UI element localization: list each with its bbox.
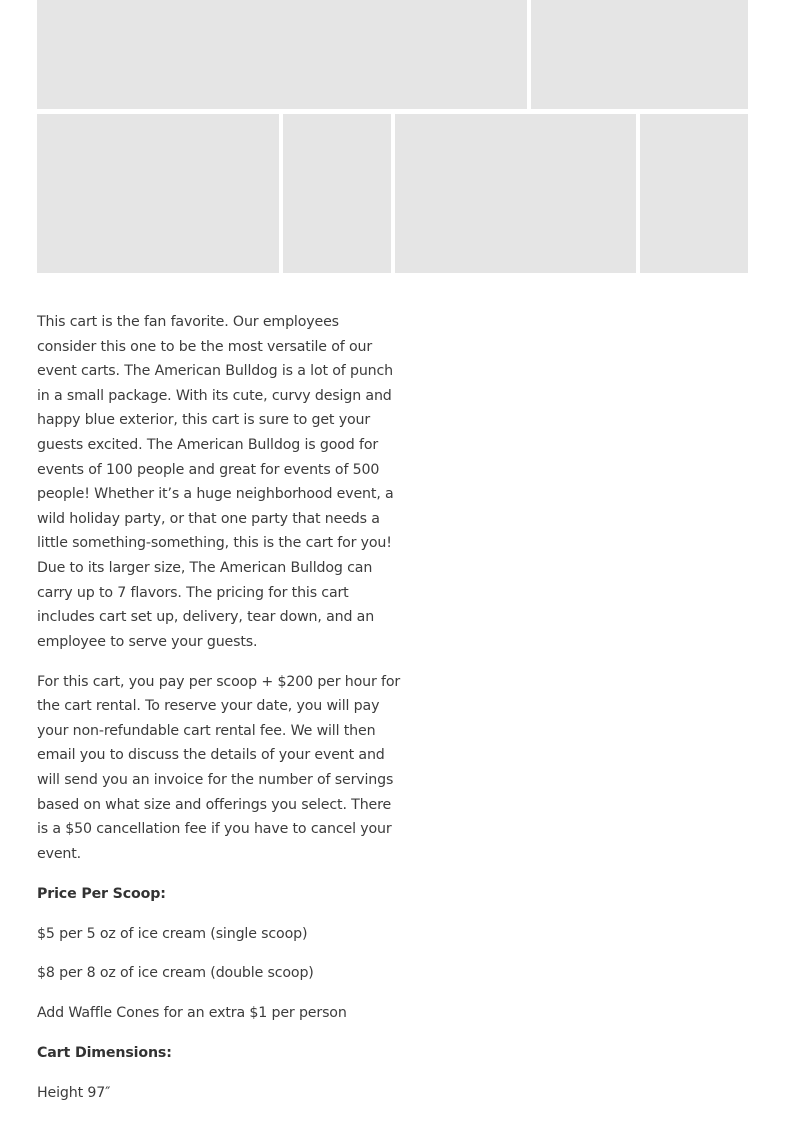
price-per-scoop-heading: Price Per Scoop: <box>37 885 166 902</box>
dimension-item: Height 97″ <box>37 1085 111 1102</box>
price-item: Add Waffle Cones for an extra $1 per person <box>37 1005 347 1022</box>
gallery-image-4[interactable] <box>283 114 391 273</box>
gallery-image-6[interactable] <box>640 114 748 273</box>
cart-dimensions-heading: Cart Dimensions: <box>37 1045 172 1062</box>
image-gallery <box>0 0 785 280</box>
gallery-image-5[interactable] <box>395 114 636 273</box>
intro-paragraph: This cart is the fan favorite. Our employees consider this one to be the most versatile of our event carts. The American Bulldog is a lot of punch in a small package. With its cute, curvy design and happy blue exterior, this cart is sure to get your guests excited. The American Bulldog is good for events of 100 people and great for events of 500 people! Whether it’s a huge neighborhood event, a wild holiday party, or that one party that needs a little something-something, this is the cart for you! Due to its larger size, The American Bulldog can carry up to 7 flavors. The pricing for this cart includes cart set up, delivery, tear down, and an employee to serve your guests. <box>37 314 394 650</box>
gallery-image-3[interactable] <box>37 114 279 273</box>
gallery-image-2[interactable] <box>531 0 748 109</box>
pricing-info-paragraph: For this cart, you pay per scoop + $200 per hour for the cart rental. To reserve your date, you will pay your non-refundable cart rental fee. We will then email you to discuss the details of your event and will send you an invoice for the number of servings based on what size and offerings you select. There is a $50 cancellation fee if you have to cancel your event. <box>37 673 401 862</box>
cart-description <box>37 310 401 1121</box>
price-item: $8 per 8 oz of ice cream (double scoop) <box>37 965 314 982</box>
price-item: $5 per 5 oz of ice cream (single scoop) <box>37 925 308 942</box>
gallery-image-1[interactable] <box>37 0 527 109</box>
